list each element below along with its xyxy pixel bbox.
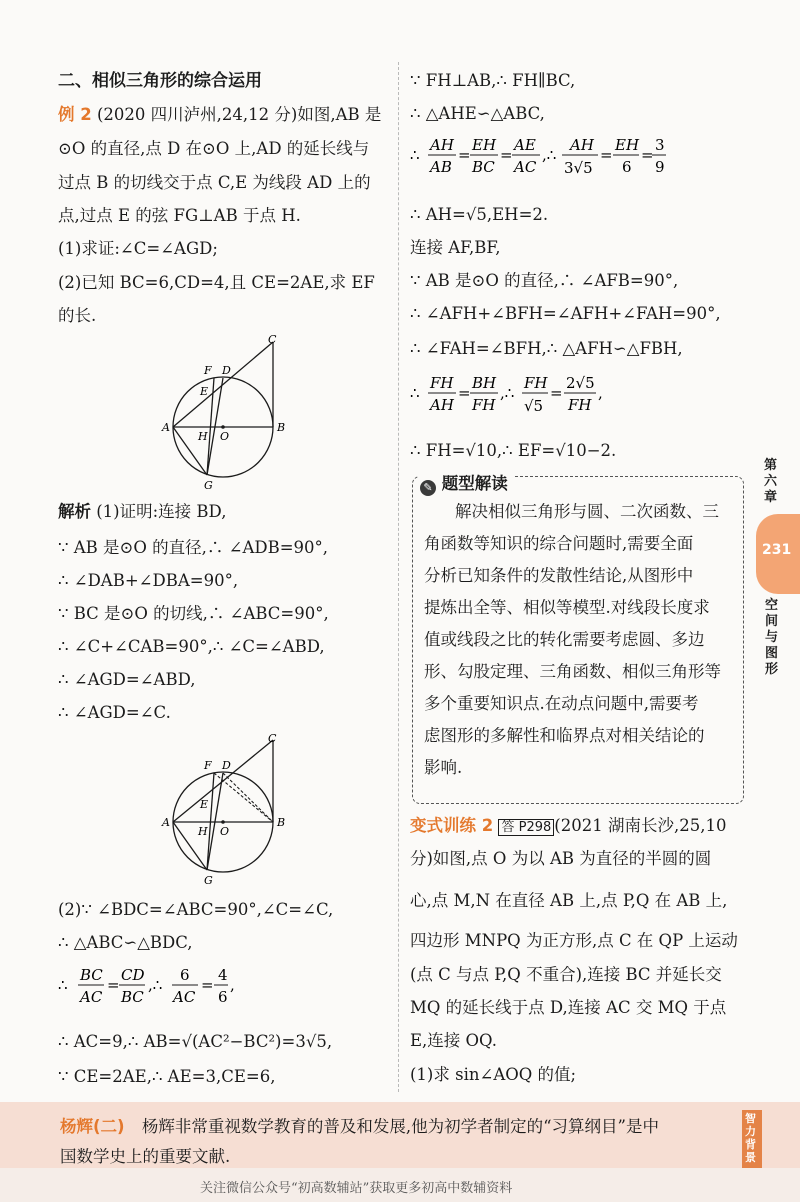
geometry-figure-1: [160, 332, 290, 492]
svg-text:AH: AH: [430, 136, 454, 154]
box-line-1: 解决相似三角形与圆、二次函数、三: [455, 502, 719, 521]
label-E-2: E: [200, 798, 209, 811]
variant-line-8: (1)求 sin∠AOQ 的值;: [410, 1065, 577, 1084]
label-C-2: C: [268, 732, 277, 745]
box-line-8: 虑图形的多解性和临界点对相关结论的: [424, 726, 705, 745]
footer-badge: 智力背景: [745, 1112, 756, 1164]
label-O-2: O: [220, 825, 230, 838]
variant-line-4: 四边形 MNPQ 为正方形,点 C 在 QP 上运动: [410, 931, 738, 950]
proof-line-2: ∴ ∠DAB+∠DBA=90°,: [58, 571, 239, 590]
svg-text:∴: ∴: [410, 146, 420, 164]
fraction-equation-left: [58, 960, 248, 1010]
svg-text:=: =: [458, 146, 471, 164]
box-line-5: 值或线段之比的转化需要考虑圆、多边: [424, 630, 705, 649]
footer-line-1: [60, 1116, 659, 1138]
svg-text:√5: √5: [524, 397, 544, 415]
right-line-2: ∴ △AHE∽△ABC,: [410, 104, 545, 123]
svg-text:,∴: ,∴: [542, 146, 557, 164]
svg-text:FH: FH: [430, 374, 454, 392]
variant-line-3: 心,点 M,N 在直径 AB 上,点 P,Q 在 AB 上,: [410, 891, 728, 910]
label-F: F: [204, 364, 212, 377]
svg-text:EH: EH: [615, 136, 640, 154]
svg-text:AH: AH: [430, 396, 454, 414]
svg-text:AH: AH: [570, 136, 594, 154]
label-D-2: D: [222, 759, 231, 772]
svg-text:,: ,: [230, 976, 235, 994]
footer-line-2: 国数学史上的重要文献.: [60, 1147, 231, 1166]
problem-line-6: (2)已知 BC=6,CD=4,且 CE=2AE,求 EF: [58, 273, 375, 292]
part2-line-3: ∴ AC=9,∴ AB=√(AC²−BC²)=3√5,: [58, 1032, 333, 1051]
footer-text-1: 杨辉非常重视数学教育的普及和发展,他为初学者制定的“习算纲目”是中: [141, 1117, 659, 1136]
right-line-4: 连接 AF,BF,: [410, 238, 501, 257]
part2-line-1: (2)∵ ∠BDC=∠ABC=90°,∠C=∠C,: [58, 900, 334, 919]
problem-line-5: (1)求证:∠C=∠AGD;: [58, 239, 218, 258]
frac-d4: 6: [218, 988, 228, 1006]
svg-text:BH: BH: [472, 374, 497, 392]
box-line-3: 分析已知条件的发散性结论,从图形中: [424, 566, 694, 585]
svg-text:9: 9: [655, 158, 665, 176]
label-B: B: [277, 421, 286, 434]
example-label: 例 2: [58, 105, 92, 124]
svg-text:BC: BC: [472, 158, 495, 176]
proof-line-3: ∵ BC 是⊙O 的切线,∴ ∠ABC=90°,: [58, 604, 329, 623]
svg-text:AC: AC: [514, 158, 537, 176]
right-line-7: ∴ ∠FAH=∠BFH,∴ △AFH∽△FBH,: [410, 339, 683, 358]
frac-n4: 4: [218, 966, 228, 984]
svg-text:=: =: [458, 384, 471, 402]
problem-line-7: 的长.: [58, 306, 97, 325]
label-A-2: A: [162, 816, 170, 829]
page-number: 231: [762, 542, 792, 558]
answer-reference: 答 P298: [498, 819, 554, 836]
frac-d1: AC: [80, 988, 103, 1006]
problem-line-4: 点,过点 E 的弦 FG⊥AB 于点 H.: [58, 206, 301, 225]
frac-n1: BC: [80, 966, 103, 984]
variant-line-6: MQ 的延长线于点 D,连接 AC 交 MQ 于点: [410, 998, 727, 1017]
label-F-2: F: [204, 759, 212, 772]
frac-d2: BC: [121, 988, 144, 1006]
right-line-1: ∵ FH⊥AB,∴ FH∥BC,: [410, 71, 576, 90]
right-line-5: ∵ AB 是⊙O 的直径,∴ ∠AFB=90°,: [410, 271, 679, 290]
svg-text:,∴: ,∴: [148, 976, 163, 994]
topic-label: 空间与图形: [765, 598, 779, 677]
box-title: [418, 470, 514, 496]
label-D: D: [222, 364, 231, 377]
box-line-7: 多个重要知识点.在动点问题中,需要考: [424, 694, 699, 713]
svg-text:=: =: [201, 976, 214, 994]
svg-text:=: =: [500, 146, 513, 164]
svg-text:∴: ∴: [58, 976, 68, 994]
problem-line-2: ⊙O 的直径,点 D 在⊙O 上,AD 的延长线与: [58, 139, 370, 158]
svg-text:=: =: [107, 976, 120, 994]
proof-line-1: ∵ AB 是⊙O 的直径,∴ ∠ADB=90°,: [58, 538, 329, 557]
svg-text:FH: FH: [568, 396, 592, 414]
variant-label: 变式训练 2: [410, 816, 494, 835]
label-G: G: [204, 479, 213, 492]
svg-text:FH: FH: [524, 374, 548, 392]
label-E: E: [200, 385, 209, 398]
analysis-line: [58, 501, 226, 523]
geometry-figure-2: [160, 732, 290, 892]
right-line-3: ∴ AH=√5,EH=2.: [410, 205, 549, 224]
part2-line-2: ∴ △ABC∽△BDC,: [58, 933, 193, 952]
svg-text:2√5: 2√5: [566, 374, 595, 392]
variant-line-2: 分)如图,点 O 为以 AB 为直径的半圆的圆: [410, 849, 712, 868]
right-result: ∴ FH=√10,∴ EF=√10−2.: [410, 441, 617, 460]
label-G-2: G: [204, 874, 213, 887]
pencil-icon: ✎: [420, 480, 436, 496]
proof-line-5: ∴ ∠AGD=∠ABD,: [58, 670, 196, 689]
box-line-9: 影响.: [424, 758, 463, 777]
svg-text:AB: AB: [430, 158, 452, 176]
right-line-6: ∴ ∠AFH+∠BFH=∠AFH+∠FAH=90°,: [410, 304, 721, 323]
problem-text-1: (2020 四川泸州,24,12 分)如图,AB 是: [96, 105, 382, 124]
proof-line-4: ∴ ∠C+∠CAB=90°,∴ ∠C=∠ABD,: [58, 637, 325, 656]
label-B-2: B: [277, 816, 286, 829]
column-divider: [398, 62, 399, 1092]
svg-text:,: ,: [598, 384, 603, 402]
svg-text:3: 3: [655, 136, 665, 154]
fraction-equation-right-2: [410, 368, 610, 420]
frac-n2: CD: [121, 966, 145, 984]
label-O: O: [220, 430, 230, 443]
variant-source: (2021 湖南长沙,25,10: [554, 816, 727, 835]
footer-label: 杨辉(二): [60, 1117, 125, 1136]
analysis-label: 解析: [58, 502, 91, 521]
svg-text:3√5: 3√5: [564, 159, 593, 177]
section-title: 二、相似三角形的综合运用: [58, 71, 262, 91]
part2-line-4: ∵ CE=2AE,∴ AE=3,CE=6,: [58, 1067, 276, 1086]
svg-text:FH: FH: [472, 396, 496, 414]
variant-line-1: [410, 815, 726, 839]
fraction-equation-right-1: [410, 130, 670, 182]
variant-line-5: (点 C 与点 P,Q 不重合),连接 BC 并延长交: [410, 965, 722, 984]
problem-line-1: [58, 104, 381, 126]
label-H-2: H: [198, 825, 208, 838]
watermark: 关注微信公众号“初高数辅站”获取更多初高中数辅资料: [200, 1181, 513, 1196]
label-A: A: [162, 421, 170, 434]
box-line-2: 角函数等知识的综合问题时,需要全面: [424, 534, 694, 553]
svg-text:=: =: [641, 146, 654, 164]
analysis-first: (1)证明:连接 BD,: [96, 502, 227, 521]
svg-text:,∴: ,∴: [500, 384, 515, 402]
box-line-4: 提炼出全等、相似等模型.对线段长度求: [424, 598, 710, 617]
svg-text:=: =: [550, 384, 563, 402]
frac-n3: 6: [180, 966, 190, 984]
variant-line-7: E,连接 OQ.: [410, 1031, 498, 1050]
svg-text:EH: EH: [472, 136, 497, 154]
svg-text:∴: ∴: [410, 384, 420, 402]
svg-text:AE: AE: [514, 136, 536, 154]
svg-text:=: =: [600, 146, 613, 164]
problem-line-3: 过点 B 的切线交于点 C,E 为线段 AD 上的: [58, 173, 371, 192]
chapter-label: 第六章: [764, 458, 778, 505]
box-line-6: 形、勾股定理、三角函数、相似三角形等: [424, 662, 721, 681]
box-title-text: 题型解读: [441, 474, 508, 493]
label-C: C: [268, 333, 277, 346]
frac-d3: AC: [173, 988, 196, 1006]
svg-text:6: 6: [622, 158, 632, 176]
label-H: H: [198, 430, 208, 443]
proof-line-6: ∴ ∠AGD=∠C.: [58, 703, 171, 722]
